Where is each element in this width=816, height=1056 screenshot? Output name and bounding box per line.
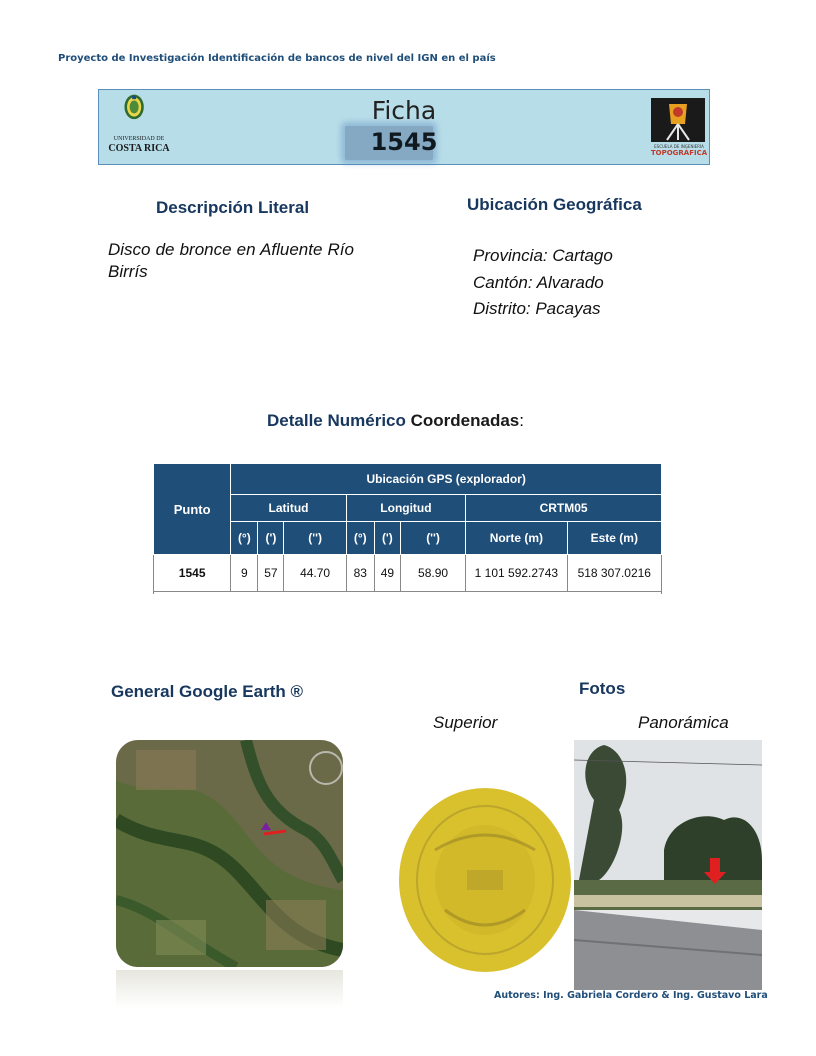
cell-este: 518 307.0216 (567, 555, 661, 592)
cell-lon-sec: 58.90 (400, 555, 465, 592)
ficha-number: 1545 (370, 128, 438, 156)
ficha-banner (98, 89, 710, 165)
col-lat-sec: ('') (284, 522, 346, 555)
col-lat-min: (') (258, 522, 284, 555)
ficha-title: Ficha (371, 96, 437, 125)
table-row (154, 555, 662, 592)
table-bottom-edge (153, 588, 662, 594)
cell-norte: 1 101 592.2743 (466, 555, 567, 592)
google-earth-image (116, 740, 343, 1008)
google-earth-heading: General Google Earth ® (111, 682, 304, 701)
col-lon-min: (') (374, 522, 400, 555)
authors-footer: Autores: Ing. Gabriela Cordero & Ing. Gustavo Lara (494, 990, 768, 1001)
col-lon-deg: (°) (346, 522, 374, 555)
detail-heading: Detalle Numérico Coordenadas: (267, 411, 524, 430)
superior-photo (395, 780, 578, 975)
col-crtm05: CRTM05 (466, 495, 662, 522)
col-este: Este (m) (567, 522, 661, 555)
coordinates-table (153, 463, 662, 592)
superior-label: Superior (433, 713, 498, 732)
col-latitud: Latitud (231, 495, 346, 522)
location-heading: Ubicación Geográfica (467, 195, 642, 214)
topografica-logo-text: ESCUELA DE INGENIERÍA TOPOGRÁFICA (650, 144, 708, 157)
panoramica-photo (574, 740, 762, 990)
col-lat-deg: (°) (231, 522, 258, 555)
cell-lat-deg: 9 (231, 555, 258, 592)
fotos-heading: Fotos (579, 679, 626, 698)
col-punto: Punto (154, 464, 231, 555)
ucr-logo-text: UNIVERSIDAD DE COSTA RICA (108, 136, 170, 154)
description-heading: Descripción Literal (156, 198, 310, 217)
location-canton: Cantón: Alvarado (473, 272, 604, 292)
col-gps-group: Ubicación GPS (explorador) (231, 464, 662, 495)
cell-lon-deg: 83 (346, 555, 374, 592)
panoramica-label: Panorámica (638, 713, 729, 732)
col-norte: Norte (m) (466, 522, 567, 555)
location-details (473, 243, 613, 323)
cell-lat-sec: 44.70 (284, 555, 346, 592)
cell-lat-min: 57 (258, 555, 284, 592)
cell-punto: 1545 (154, 555, 231, 592)
cell-lon-min: 49 (374, 555, 400, 592)
location-distrito: Distrito: Pacayas (473, 299, 601, 318)
col-longitud: Longitud (346, 495, 465, 522)
location-provincia: Provincia: Cartago (473, 246, 613, 265)
description-text: Disco de bronce en Afluente Río Birrís (108, 240, 354, 281)
col-lon-sec: ('') (400, 522, 465, 555)
project-header: Proyecto de Investigación Identificación de bancos de nivel del IGN en el país (58, 53, 496, 64)
